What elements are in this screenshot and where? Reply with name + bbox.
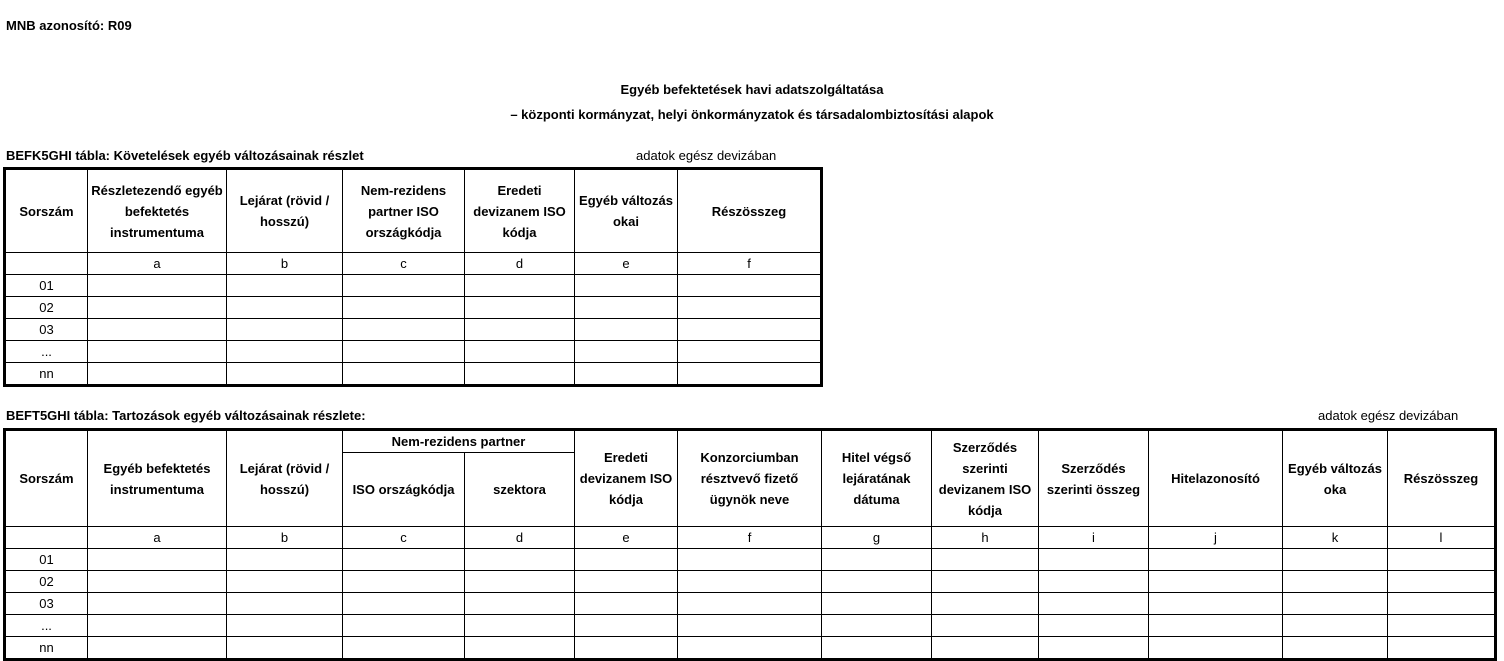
table-row [5, 341, 822, 363]
data-cell[interactable] [227, 341, 343, 363]
t1-letter: d [465, 253, 575, 275]
data-cell[interactable] [575, 637, 678, 660]
t1-header-instrument: Részletezendő egyéb befektetés instrumentuma [88, 169, 227, 253]
t1-letter: f [678, 253, 822, 275]
t2-header-subtotal: Részösszeg [1388, 430, 1496, 527]
data-cell[interactable] [465, 593, 575, 615]
data-cell[interactable] [575, 297, 678, 319]
data-cell[interactable] [1149, 637, 1283, 660]
table1-unit: adatok egész devizában [636, 148, 777, 163]
table-row [5, 549, 1496, 571]
data-cell[interactable] [822, 571, 932, 593]
data-cell[interactable] [1149, 549, 1283, 571]
row-number: nn [5, 637, 88, 660]
data-cell[interactable] [678, 549, 822, 571]
table-row [5, 571, 1496, 593]
data-cell[interactable] [1283, 593, 1388, 615]
t1-letter: c [343, 253, 465, 275]
data-cell[interactable] [88, 363, 227, 386]
data-cell[interactable] [1149, 615, 1283, 637]
t1-letter: e [575, 253, 678, 275]
row-number: 03 [5, 593, 88, 615]
data-cell[interactable] [678, 637, 822, 660]
row-number: ... [5, 341, 88, 363]
row-number: 01 [5, 275, 88, 297]
data-cell[interactable] [932, 549, 1039, 571]
t2-header-maturity: Lejárat (rövid / hosszú) [227, 430, 343, 527]
t1-header-maturity: Lejárat (rövid / hosszú) [227, 169, 343, 253]
data-cell[interactable] [227, 615, 343, 637]
data-cell[interactable] [575, 275, 678, 297]
t2-letter: j [1149, 527, 1283, 549]
t1-header-change-reason: Egyéb változás okai [575, 169, 678, 253]
data-cell[interactable] [932, 637, 1039, 660]
row-number: 01 [5, 549, 88, 571]
data-cell[interactable] [1283, 615, 1388, 637]
data-cell[interactable] [1039, 593, 1149, 615]
data-cell[interactable] [1283, 571, 1388, 593]
table2-name: BEFT5GHI tábla: Tartozások egyéb változásainak részlete: [6, 408, 366, 423]
t1-letter: a [88, 253, 227, 275]
data-cell[interactable] [1388, 571, 1496, 593]
table2-unit: adatok egész devizában [1318, 408, 1459, 423]
data-cell[interactable] [1149, 571, 1283, 593]
t2-letter: g [822, 527, 932, 549]
data-cell[interactable] [343, 275, 465, 297]
data-cell[interactable] [575, 593, 678, 615]
table1-letter-row [5, 253, 822, 275]
data-cell[interactable] [343, 341, 465, 363]
data-cell[interactable] [1388, 615, 1496, 637]
t2-letter: c [343, 527, 465, 549]
data-cell[interactable] [678, 275, 822, 297]
data-cell[interactable] [465, 615, 575, 637]
data-cell[interactable] [88, 341, 227, 363]
t2-header-partner-group: Nem-rezidens partner [343, 430, 575, 453]
data-cell[interactable] [227, 297, 343, 319]
table-row [5, 275, 822, 297]
t2-letter [5, 527, 88, 549]
t1-header-subtotal: Részösszeg [678, 169, 822, 253]
t2-header-instrument: Egyéb befektetés instrumentuma [88, 430, 227, 527]
data-cell[interactable] [678, 297, 822, 319]
table-row [5, 363, 822, 386]
data-cell[interactable] [227, 571, 343, 593]
data-cell[interactable] [678, 571, 822, 593]
data-cell[interactable] [465, 275, 575, 297]
data-cell[interactable] [88, 275, 227, 297]
data-cell[interactable] [343, 615, 465, 637]
data-cell[interactable] [465, 549, 575, 571]
table2-header-row [5, 430, 1496, 453]
t1-letter: b [227, 253, 343, 275]
data-cell[interactable] [88, 637, 227, 660]
data-cell[interactable] [88, 571, 227, 593]
t2-letter: f [678, 527, 822, 549]
t1-header-currency-iso: Eredeti devizanem ISO kódja [465, 169, 575, 253]
data-cell[interactable] [1039, 571, 1149, 593]
table1 [3, 167, 823, 387]
data-cell[interactable] [343, 637, 465, 660]
t2-header-partner-iso: ISO országkódja [343, 453, 465, 527]
data-cell[interactable] [465, 571, 575, 593]
data-cell[interactable] [822, 593, 932, 615]
data-cell[interactable] [678, 319, 822, 341]
t2-header-agent-name: Konzorciumban résztvevő fizető ügynök neve [678, 430, 822, 527]
t2-header-sorszam: Sorszám [5, 430, 88, 527]
row-number: 02 [5, 571, 88, 593]
t1-header-partner-iso: Nem-rezidens partner ISO országkódja [343, 169, 465, 253]
t2-letter: l [1388, 527, 1496, 549]
data-cell[interactable] [88, 297, 227, 319]
table-row [5, 615, 1496, 637]
t2-header-partner-sector: szektora [465, 453, 575, 527]
data-cell[interactable] [1039, 615, 1149, 637]
data-cell[interactable] [575, 615, 678, 637]
data-cell[interactable] [465, 297, 575, 319]
data-cell[interactable] [822, 549, 932, 571]
data-cell[interactable] [343, 571, 465, 593]
mnb-identifier: MNB azonosító: R09 [6, 18, 132, 33]
data-cell[interactable] [88, 549, 227, 571]
table-row [5, 297, 822, 319]
t1-header-sorszam: Sorszám [5, 169, 88, 253]
data-cell[interactable] [1039, 637, 1149, 660]
data-cell[interactable] [343, 549, 465, 571]
data-cell[interactable] [575, 341, 678, 363]
data-cell[interactable] [227, 549, 343, 571]
data-cell[interactable] [343, 363, 465, 386]
table1-header-row [5, 169, 822, 253]
data-cell[interactable] [88, 319, 227, 341]
data-cell[interactable] [1388, 637, 1496, 660]
t2-letter: a [88, 527, 227, 549]
table2-letter-row [5, 527, 1496, 549]
data-cell[interactable] [1388, 593, 1496, 615]
t2-letter: e [575, 527, 678, 549]
data-cell[interactable] [822, 615, 932, 637]
data-cell[interactable] [678, 593, 822, 615]
row-number: nn [5, 363, 88, 386]
t1-letter [5, 253, 88, 275]
data-cell[interactable] [822, 637, 932, 660]
t2-header-change-reason: Egyéb változás oka [1283, 430, 1388, 527]
data-cell[interactable] [932, 593, 1039, 615]
table1-name: BEFK5GHI tábla: Követelések egyéb változásainak részlet [6, 148, 364, 163]
row-number: 03 [5, 319, 88, 341]
data-cell[interactable] [678, 363, 822, 386]
document-title: Egyéb befektetések havi adatszolgáltatása [620, 82, 884, 97]
table-row [5, 637, 1496, 660]
data-cell[interactable] [465, 637, 575, 660]
data-cell[interactable] [1039, 549, 1149, 571]
table-row [5, 593, 1496, 615]
data-cell[interactable] [575, 571, 678, 593]
data-cell[interactable] [227, 363, 343, 386]
t2-letter: h [932, 527, 1039, 549]
t2-letter: i [1039, 527, 1149, 549]
data-cell[interactable] [88, 615, 227, 637]
data-cell[interactable] [227, 637, 343, 660]
table2 [3, 428, 1497, 661]
t2-letter: d [465, 527, 575, 549]
data-cell[interactable] [343, 593, 465, 615]
t2-letter: b [227, 527, 343, 549]
row-number: 02 [5, 297, 88, 319]
data-cell[interactable] [465, 363, 575, 386]
t2-header-final-maturity: Hitel végső lejáratának dátuma [822, 430, 932, 527]
data-cell[interactable] [1283, 637, 1388, 660]
data-cell[interactable] [1149, 593, 1283, 615]
data-cell[interactable] [227, 593, 343, 615]
data-cell[interactable] [575, 549, 678, 571]
t2-header-currency-iso: Eredeti devizanem ISO kódja [575, 430, 678, 527]
data-cell[interactable] [465, 341, 575, 363]
data-cell[interactable] [343, 297, 465, 319]
data-cell[interactable] [575, 319, 678, 341]
data-cell[interactable] [932, 615, 1039, 637]
document-subtitle: – központi kormányzat, helyi önkormányzatok és társadalombiztosítási alapok [510, 107, 994, 122]
data-cell[interactable] [227, 319, 343, 341]
t2-header-contract-currency: Szerződés szerinti devizanem ISO kódja [932, 430, 1039, 527]
data-cell[interactable] [465, 319, 575, 341]
data-cell[interactable] [88, 593, 227, 615]
t2-header-loan-id: Hitelazonosító [1149, 430, 1283, 527]
data-cell[interactable] [227, 275, 343, 297]
t2-letter: k [1283, 527, 1388, 549]
t2-header-contract-amount: Szerződés szerinti összeg [1039, 430, 1149, 527]
data-cell[interactable] [343, 319, 465, 341]
data-cell[interactable] [575, 363, 678, 386]
data-cell[interactable] [1388, 549, 1496, 571]
data-cell[interactable] [1283, 549, 1388, 571]
row-number: ... [5, 615, 88, 637]
data-cell[interactable] [678, 615, 822, 637]
data-cell[interactable] [678, 341, 822, 363]
table-row [5, 319, 822, 341]
data-cell[interactable] [932, 571, 1039, 593]
